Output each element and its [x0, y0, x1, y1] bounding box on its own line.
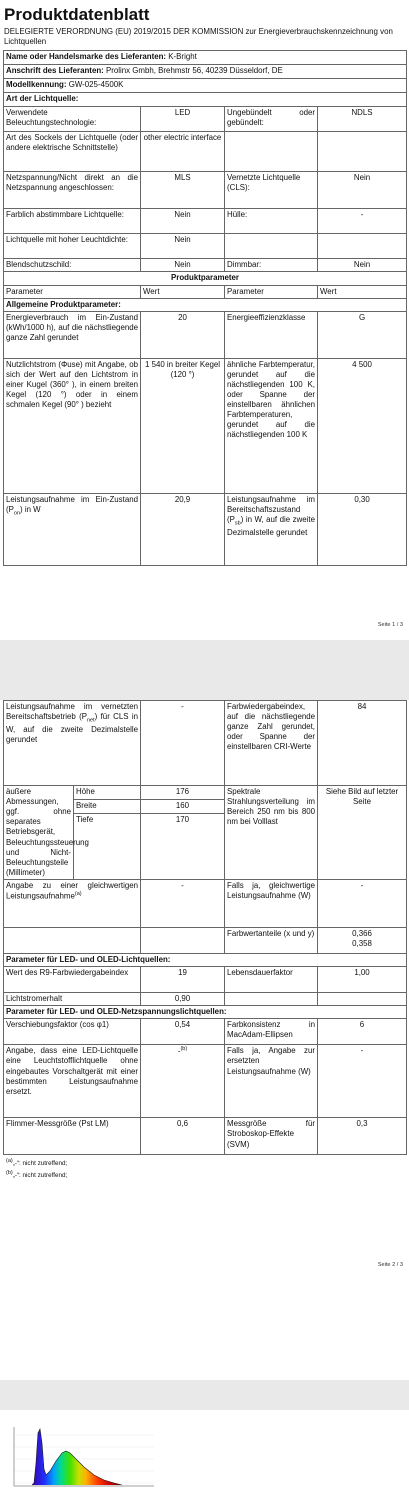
page-number: Seite 1 / 3 [377, 622, 403, 628]
socket-value: other electric interface [141, 132, 225, 172]
envelope-value: - [318, 209, 407, 234]
unbundled-label: Ungebündelt oder gebündelt: [225, 107, 318, 132]
height-value: 176 [141, 786, 225, 800]
glare-value: Nein [141, 259, 225, 272]
height-label: Höhe [74, 786, 141, 800]
displacement-value: 0,54 [141, 1019, 225, 1045]
datasheet-table-1 [3, 50, 407, 565]
lumen-maintenance-label: Lichtstromerhalt [4, 993, 141, 1006]
r9-label: Wert des R9-Farbwiedergabeindex [4, 967, 141, 993]
cri-value: 84 [318, 701, 407, 786]
address-row: Anschrift des Lieferanten: Prolinx Gmbh, Brehmstr 56, 40239 Düsseldorf, DE [4, 65, 407, 79]
page-separator [0, 1380, 409, 1410]
high-luminance-label: Lichtquelle mit hoher Leuchtdichte: [4, 234, 141, 259]
led-oled-heading: Parameter für LED- und OLED-Lichtquellen: [4, 954, 407, 967]
mains-value: MLS [141, 172, 225, 209]
width-label: Breite [74, 800, 141, 814]
chroma-value: 0,366 0,358 [318, 928, 407, 954]
energy-label: Energieverbrauch im Ein-Zustand (kWh/1000 h), auf die nächstliegende ganze Zahl gerundet [4, 311, 141, 358]
mains-label: Netzspannung/Nicht direkt an die Netzspannung angeschlossen: [4, 172, 141, 209]
equiv-if-label: Falls ja, gleichwertige Leistungsaufnahme (W) [225, 880, 318, 928]
depth-label: Tiefe [74, 814, 141, 880]
r9-value: 19 [141, 967, 225, 993]
general-params-heading: Allgemeine Produktparameter: [4, 298, 407, 311]
tech-value: LED [141, 107, 225, 132]
model-value: GW-025-4500K [68, 80, 124, 90]
cct-label: ähnliche Farbtemperatur, gerundet auf die nächstliegenden 100 K, oder Spanne der einstellbaren ähnlichen Farbtemperaturen, gerundet auf die nächstliegenden 100 K [225, 358, 318, 493]
page-title: Produktdatenblatt [4, 5, 150, 24]
tech-label: Verwendete Beleuchtungstechnologie: [4, 107, 141, 132]
address-value: Prolinx Gmbh, Brehmstr 56, 40239 Düsseldorf, DE [105, 66, 283, 76]
high-luminance-value: Nein [141, 234, 225, 259]
supplier-value: K-Bright [168, 52, 197, 62]
tunable-label: Farblich abstimmbare Lichtquelle: [4, 209, 141, 234]
model-row: Modellkennung: GW-025-4500K [4, 79, 407, 93]
replacement-if-value: - [318, 1045, 407, 1118]
datasheet-table-2 [3, 700, 407, 1155]
footnote-a: $^{(a)}$„-“: nicht zutreffend; [6, 1158, 68, 1168]
dimensions-label: äußere Abmessungen, ggf. ohne separates Betriebsgerät, Beleuchtungssteuerung und Nicht-Beleuchtungsteile (Millimeter) [4, 786, 74, 880]
dimmable-value: Nein [318, 259, 407, 272]
standby-value: 0,30 [318, 493, 407, 565]
replacement-value: -$^{(b)}$ [141, 1045, 225, 1118]
equiv-power-value: - [141, 880, 225, 928]
spectral-distribution-chart [4, 1423, 160, 1495]
depth-value: 170 [141, 814, 225, 880]
flux-label: Nutzlichtstrom (Φuse) mit Angabe, ob sich der Wert auf den Lichtstrom in einer Kugel (360° ), in einem breiten Kegel (120 °) oder in einem schmalen Kegel (90° ) bezieht [4, 358, 141, 493]
regulation-text: DELEGIERTE VERORDNUNG (EU) 2019/2015 DER KOMMISSION zur Energieverbrauchskennzeichnung von Lichtquellen [4, 26, 393, 47]
survival-label: Lebensdauerfaktor [225, 967, 318, 993]
replacement-label: Angabe, dass eine LED-Lichtquelle eine Leuchtstofflichtquelle ohne eingebautes Vorschaltgerät mit einer bestimmten Leistungsaufnahme ersetzt. [4, 1045, 141, 1118]
envelope-label: Hülle: [225, 209, 318, 234]
product-params-heading: Produktparameter [4, 272, 407, 285]
cls-value: Nein [318, 172, 407, 209]
spectral-value: Siehe Bild auf letzter Seite [318, 786, 407, 880]
power-on-label: Leistungsaufnahme im Ein-Zustand $(P_{on})$ in W [4, 493, 141, 565]
stroboscopic-value: 0,3 [318, 1118, 407, 1155]
efficiency-class-label: Energieeffizienzklasse [225, 311, 318, 358]
efficiency-class-value: G [318, 311, 407, 358]
datasheet-page-3 [0, 1410, 409, 1500]
datasheet-page-1 [0, 0, 409, 640]
standby-label: Leistungsaufnahme im Bereitschaftszustand $(P_{sb})$ in W, auf die zweite Dezimalstelle gerundet [225, 493, 318, 565]
cls-label: Vernetzte Lichtquelle (CLS): [225, 172, 318, 209]
unbundled-value: NDLS [318, 107, 407, 132]
flux-value: 1 540 in breiter Kegel (120 °) [141, 358, 225, 493]
col-value-header: Wert [141, 285, 225, 298]
datasheet-page-2 [0, 700, 409, 1380]
footnote-b: $^{(b)}$„-“: nicht zutreffend; [6, 1169, 68, 1179]
spectral-label: Spektrale Strahlungsverteilung im Bereich 250 nm bis 800 nm bei Volllast [225, 786, 318, 880]
net-standby-label: Leistungsaufnahme im vernetzten Bereitschaftsbetrieb $(P_{net})$ für CLS in W, auf die zweite Dezimalstelle gerundet [4, 701, 141, 786]
replacement-if-label: Falls ja, Angabe zur ersetzten Leistungsaufnahme (W) [225, 1045, 318, 1118]
color-consistency-label: Farbkonsistenz in MacAdam-Ellipsen [225, 1019, 318, 1045]
cct-value: 4 500 [318, 358, 407, 493]
socket-label: Art des Sockels der Lichtquelle (oder andere elektrische Schnittstelle) [4, 132, 141, 172]
tunable-value: Nein [141, 209, 225, 234]
glare-label: Blendschutzschild: [4, 259, 141, 272]
led-mains-heading: Parameter für LED- und OLED-Netzspannungslichtquellen: [4, 1006, 407, 1019]
stroboscopic-label: Messgröße für Stroboskop-Effekte (SVM) [225, 1118, 318, 1155]
chroma-label: Farbwertanteile (x und y) [225, 928, 318, 954]
flicker-value: 0,6 [141, 1118, 225, 1155]
flicker-label: Flimmer-Messgröße (Pst LM) [4, 1118, 141, 1155]
net-standby-value: - [141, 701, 225, 786]
col-param-header: Parameter [4, 285, 141, 298]
cri-label: Farbwiedergabeindex, auf die nächstliegende ganze Zahl gerundet, oder Spanne der einstellbaren CRI-Werte [225, 701, 318, 786]
equiv-power-label: Angabe zu einer gleichwertigen Leistungsaufnahme$^{(a)}$ [4, 880, 141, 928]
equiv-if-value: - [318, 880, 407, 928]
page-number: Seite 2 / 3 [377, 1262, 403, 1268]
color-consistency-value: 6 [318, 1019, 407, 1045]
power-on-value: 20,9 [141, 493, 225, 565]
supplier-row: Name oder Handelsmarke des Lieferanten: K-Bright [4, 51, 407, 65]
lumen-maintenance-value: 0,90 [141, 993, 225, 1006]
displacement-label: Verschiebungsfaktor (cos φ1) [4, 1019, 141, 1045]
dimmable-label: Dimmbar: [225, 259, 318, 272]
footnotes [0, 1157, 409, 1180]
light-source-type-heading: Art der Lichtquelle: [4, 93, 407, 107]
page-separator [0, 640, 409, 700]
width-value: 160 [141, 800, 225, 814]
col-value-header: Wert [318, 285, 407, 298]
survival-value: 1,00 [318, 967, 407, 993]
energy-value: 20 [141, 311, 225, 358]
col-param-header: Parameter [225, 285, 318, 298]
